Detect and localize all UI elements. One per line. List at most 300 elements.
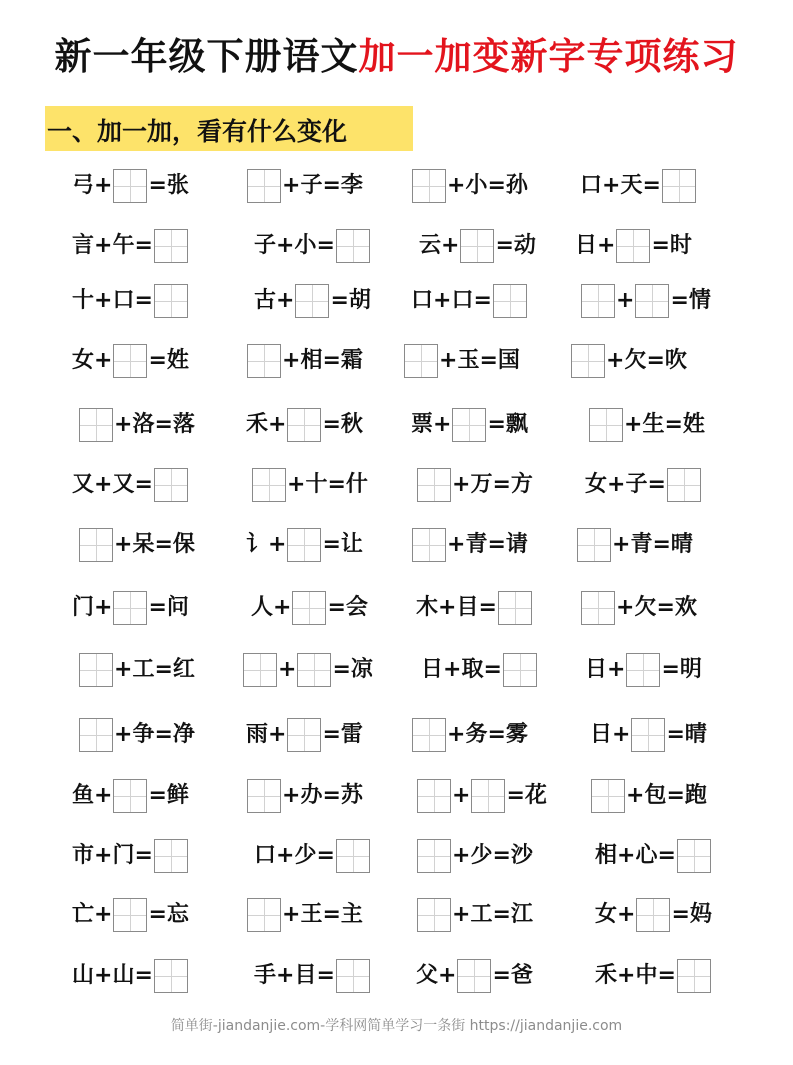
equals-sign: = <box>134 963 153 988</box>
equals-sign: = <box>492 472 511 497</box>
answer-box[interactable] <box>677 839 711 873</box>
answer-box[interactable] <box>677 959 711 993</box>
character: 国 <box>497 348 520 373</box>
character: 小 <box>465 173 488 198</box>
exercise-equation <box>403 343 520 379</box>
answer-box[interactable] <box>113 779 147 813</box>
plus-sign: + <box>447 722 466 747</box>
exercise-equation <box>254 838 371 874</box>
equals-sign: = <box>642 173 661 198</box>
plus-sign: + <box>94 963 113 988</box>
exercise-equation <box>242 652 373 688</box>
character: 心 <box>635 843 658 868</box>
equals-sign: = <box>148 902 167 927</box>
character: 子 <box>625 472 648 497</box>
character: 云 <box>419 233 442 258</box>
exercise-equation <box>251 467 368 503</box>
answer-box[interactable] <box>79 408 113 442</box>
answer-box[interactable] <box>247 779 281 813</box>
character: 呆 <box>132 532 155 557</box>
answer-box[interactable] <box>631 718 665 752</box>
exercise-equation <box>575 228 692 264</box>
exercise-equation <box>411 283 528 319</box>
plus-sign: + <box>452 902 471 927</box>
plus-sign: + <box>268 722 287 747</box>
equals-sign: = <box>657 843 676 868</box>
plus-sign: + <box>617 963 636 988</box>
exercise-row <box>0 717 793 753</box>
answer-box[interactable] <box>79 653 113 687</box>
answer-box[interactable] <box>247 898 281 932</box>
plus-sign: + <box>94 783 113 808</box>
exercise-equation <box>72 283 189 319</box>
character: 山 <box>72 963 95 988</box>
character: 苏 <box>340 783 363 808</box>
plus-sign: + <box>443 657 462 682</box>
exercise-equation <box>416 838 533 874</box>
character: 争 <box>132 722 155 747</box>
equals-sign: = <box>492 843 511 868</box>
answer-box[interactable] <box>460 229 494 263</box>
plus-sign: + <box>94 595 113 620</box>
character: 门 <box>112 843 135 868</box>
exercise-equation <box>72 778 189 814</box>
character: 又 <box>72 472 95 497</box>
equals-sign: = <box>134 233 153 258</box>
answer-box[interactable] <box>493 284 527 318</box>
character: 口 <box>112 288 135 313</box>
equals-sign: = <box>647 472 666 497</box>
character: 爸 <box>510 963 533 988</box>
exercise-equation <box>72 897 189 933</box>
equals-sign: = <box>666 722 685 747</box>
equals-sign: = <box>148 595 167 620</box>
character: 鲜 <box>166 783 189 808</box>
answer-box[interactable] <box>503 653 537 687</box>
equals-sign: = <box>657 963 676 988</box>
character: 相 <box>300 348 323 373</box>
exercise-equation <box>416 778 547 814</box>
exercise-row <box>0 527 793 563</box>
answer-box[interactable] <box>287 408 321 442</box>
character: 午 <box>112 233 135 258</box>
answer-box[interactable] <box>287 718 321 752</box>
answer-box[interactable] <box>417 468 451 502</box>
plus-sign: + <box>114 532 133 557</box>
plus-sign: + <box>268 532 287 557</box>
plus-sign: + <box>282 348 301 373</box>
equals-sign: = <box>506 783 525 808</box>
answer-box[interactable] <box>412 528 446 562</box>
exercise-row <box>0 652 793 688</box>
character: 目 <box>456 595 479 620</box>
exercise-row <box>0 343 793 379</box>
character: 木 <box>416 595 439 620</box>
exercise-equation <box>72 343 189 379</box>
answer-box[interactable] <box>412 718 446 752</box>
exercise-row <box>0 958 793 994</box>
answer-box[interactable] <box>113 169 147 203</box>
character: 目 <box>294 963 317 988</box>
plus-sign: + <box>438 595 457 620</box>
equals-sign: = <box>492 963 511 988</box>
answer-box[interactable] <box>113 591 147 625</box>
character: 姓 <box>682 412 705 437</box>
section-heading: 一、加一加，看有什么变化 <box>47 117 348 146</box>
answer-box[interactable] <box>79 718 113 752</box>
character: 吹 <box>664 348 687 373</box>
answer-box[interactable] <box>243 653 277 687</box>
plus-sign: + <box>94 288 113 313</box>
character: 禾 <box>246 412 269 437</box>
plus-sign: + <box>94 843 113 868</box>
character: 胡 <box>348 288 371 313</box>
character: 主 <box>340 902 363 927</box>
exercise-equation <box>254 283 371 319</box>
plus-sign: + <box>447 173 466 198</box>
exercise-equation <box>590 717 707 753</box>
character: 江 <box>510 902 533 927</box>
character: 李 <box>340 173 363 198</box>
equals-sign: = <box>148 173 167 198</box>
plus-sign: + <box>114 412 133 437</box>
equals-sign: = <box>134 843 153 868</box>
character: 工 <box>132 657 155 682</box>
exercise-equation <box>595 897 712 933</box>
exercise-equation <box>254 228 371 264</box>
answer-box[interactable] <box>336 229 370 263</box>
character: 包 <box>644 783 667 808</box>
exercise-equation <box>246 407 363 443</box>
plus-sign: + <box>441 233 460 258</box>
character: 方 <box>510 472 533 497</box>
equals-sign: = <box>148 783 167 808</box>
character: 父 <box>416 963 439 988</box>
exercise-equation <box>72 168 189 204</box>
character: 张 <box>166 173 189 198</box>
character: 女 <box>72 348 95 373</box>
plus-sign: + <box>94 348 113 373</box>
exercise-equation <box>78 527 195 563</box>
plus-sign: + <box>276 843 295 868</box>
character: 少 <box>294 843 317 868</box>
exercise-equation <box>580 283 711 319</box>
answer-box[interactable] <box>154 468 188 502</box>
equals-sign: = <box>322 173 341 198</box>
equals-sign: = <box>492 902 511 927</box>
exercise-equation <box>246 717 363 753</box>
character: 办 <box>300 783 323 808</box>
exercise-equation <box>570 343 687 379</box>
character: 天 <box>620 173 643 198</box>
answer-box[interactable] <box>247 169 281 203</box>
plus-sign: + <box>626 783 645 808</box>
character: 晴 <box>684 722 707 747</box>
plus-sign: + <box>282 173 301 198</box>
answer-box[interactable] <box>581 284 615 318</box>
answer-box[interactable] <box>292 591 326 625</box>
exercise-equation <box>72 228 189 264</box>
equals-sign: = <box>148 348 167 373</box>
answer-box[interactable] <box>295 284 329 318</box>
character: 鱼 <box>72 783 95 808</box>
equals-sign: = <box>322 783 341 808</box>
plus-sign: + <box>617 902 636 927</box>
equals-sign: = <box>652 532 671 557</box>
plus-sign: + <box>447 532 466 557</box>
plus-sign: + <box>602 173 621 198</box>
exercise-equation <box>251 590 368 626</box>
exercise-equation <box>246 343 363 379</box>
character: 手 <box>254 963 277 988</box>
answer-box[interactable] <box>79 528 113 562</box>
character: 雷 <box>340 722 363 747</box>
exercise-equation <box>254 958 371 994</box>
equals-sign: = <box>322 412 341 437</box>
character: 洛 <box>132 412 155 437</box>
footer-watermark: 简单街-jiandanjie.com-学科网简单学习一条街 https://jiandanjie.com <box>170 1018 623 1034</box>
answer-box[interactable] <box>404 344 438 378</box>
answer-box[interactable] <box>662 169 696 203</box>
character: 青 <box>630 532 653 557</box>
character: 动 <box>513 233 536 258</box>
exercise-equation <box>416 897 533 933</box>
answer-box[interactable] <box>457 959 491 993</box>
plus-sign: + <box>616 288 635 313</box>
answer-box[interactable] <box>577 528 611 562</box>
exercise-equation <box>585 467 702 503</box>
equals-sign: = <box>656 595 675 620</box>
equals-sign: = <box>316 963 335 988</box>
answer-box[interactable] <box>667 468 701 502</box>
plus-sign: + <box>94 173 113 198</box>
answer-box[interactable] <box>589 408 623 442</box>
character: 口 <box>580 173 603 198</box>
answer-box[interactable] <box>154 839 188 873</box>
exercise-row <box>0 778 793 814</box>
exercise-equation <box>416 958 533 994</box>
plus-sign: + <box>268 412 287 437</box>
character: 生 <box>642 412 665 437</box>
exercise-equation <box>585 652 702 688</box>
plus-sign: + <box>282 783 301 808</box>
character: 取 <box>461 657 484 682</box>
exercise-equation <box>246 778 363 814</box>
character: 姓 <box>166 348 189 373</box>
plus-sign: + <box>452 472 471 497</box>
character: 十 <box>72 288 95 313</box>
answer-box[interactable] <box>154 229 188 263</box>
equals-sign: = <box>671 902 690 927</box>
character: 日 <box>575 233 598 258</box>
plus-sign: + <box>433 288 452 313</box>
character: 问 <box>166 595 189 620</box>
answer-box[interactable] <box>616 229 650 263</box>
answer-box[interactable] <box>635 284 669 318</box>
character: 孙 <box>505 173 528 198</box>
answer-box[interactable] <box>452 408 486 442</box>
character: 口 <box>411 288 434 313</box>
answer-box[interactable] <box>591 779 625 813</box>
answer-box[interactable] <box>247 344 281 378</box>
answer-box[interactable] <box>626 653 660 687</box>
exercise-equation <box>72 958 189 994</box>
character: 时 <box>669 233 692 258</box>
title-part-red: 加一加变新字专项练习 <box>358 35 739 78</box>
answer-box[interactable] <box>417 839 451 873</box>
plus-sign: + <box>607 472 626 497</box>
exercise-equation <box>411 168 528 204</box>
answer-box[interactable] <box>336 959 370 993</box>
character: 古 <box>254 288 277 313</box>
character: 玉 <box>457 348 480 373</box>
answer-box[interactable] <box>154 284 188 318</box>
character: 霜 <box>340 348 363 373</box>
exercise-equation <box>72 590 189 626</box>
character: 人 <box>251 595 274 620</box>
plus-sign: + <box>439 348 458 373</box>
exercise-equation <box>580 168 697 204</box>
exercise-equation <box>246 168 363 204</box>
equals-sign: = <box>487 532 506 557</box>
character: 跑 <box>684 783 707 808</box>
answer-box[interactable] <box>498 591 532 625</box>
character: 红 <box>172 657 195 682</box>
equals-sign: = <box>495 233 514 258</box>
exercise-equation <box>576 527 693 563</box>
plus-sign: + <box>433 412 452 437</box>
character: 市 <box>72 843 95 868</box>
exercise-equation <box>78 407 195 443</box>
exercise-equation <box>421 652 538 688</box>
plus-sign: + <box>276 288 295 313</box>
character: 禾 <box>595 963 618 988</box>
equals-sign: = <box>134 288 153 313</box>
character: 亡 <box>72 902 95 927</box>
exercise-row <box>0 168 793 204</box>
plus-sign: + <box>114 722 133 747</box>
character: 言 <box>72 233 95 258</box>
character: 落 <box>172 412 195 437</box>
equals-sign: = <box>154 412 173 437</box>
character: 少 <box>470 843 493 868</box>
character: 欠 <box>624 348 647 373</box>
equals-sign: = <box>487 412 506 437</box>
equals-sign: = <box>327 595 346 620</box>
exercise-equation <box>72 838 189 874</box>
answer-box[interactable] <box>336 839 370 873</box>
plus-sign: + <box>452 783 471 808</box>
character: 凉 <box>350 657 373 682</box>
answer-box[interactable] <box>287 528 321 562</box>
exercise-equation <box>78 717 195 753</box>
character: 工 <box>470 902 493 927</box>
exercise-equation <box>595 838 712 874</box>
equals-sign: = <box>322 722 341 747</box>
exercise-equation <box>419 228 536 264</box>
equals-sign: = <box>479 348 498 373</box>
character: 净 <box>172 722 195 747</box>
exercise-row <box>0 283 793 319</box>
plus-sign: + <box>114 657 133 682</box>
answer-box[interactable] <box>113 898 147 932</box>
equals-sign: = <box>646 348 665 373</box>
character: 妈 <box>689 902 712 927</box>
equals-sign: = <box>332 657 351 682</box>
character: 山 <box>112 963 135 988</box>
plus-sign: + <box>282 902 301 927</box>
exercise-equation <box>595 958 712 994</box>
answer-box[interactable] <box>417 898 451 932</box>
equals-sign: = <box>330 288 349 313</box>
exercise-row <box>0 228 793 264</box>
plus-sign: + <box>276 963 295 988</box>
equals-sign: = <box>666 783 685 808</box>
character: 务 <box>465 722 488 747</box>
exercise-row <box>0 590 793 626</box>
exercise-row <box>0 838 793 874</box>
equals-sign: = <box>322 902 341 927</box>
character: 情 <box>688 288 711 313</box>
character: 雨 <box>246 722 269 747</box>
equals-sign: = <box>670 288 689 313</box>
character: 子 <box>254 233 277 258</box>
answer-box[interactable] <box>297 653 331 687</box>
exercise-equation <box>590 778 707 814</box>
answer-box[interactable] <box>417 779 451 813</box>
character: 沙 <box>510 843 533 868</box>
equals-sign: = <box>154 657 173 682</box>
plus-sign: + <box>94 233 113 258</box>
plus-sign: + <box>94 472 113 497</box>
equals-sign: = <box>661 657 680 682</box>
plus-sign: + <box>612 722 631 747</box>
answer-box[interactable] <box>113 344 147 378</box>
exercise-equation <box>72 467 189 503</box>
exercise-equation <box>411 407 528 443</box>
character: 请 <box>505 532 528 557</box>
answer-box[interactable] <box>154 959 188 993</box>
equals-sign: = <box>322 348 341 373</box>
character: 保 <box>172 532 195 557</box>
equals-sign: = <box>134 472 153 497</box>
character: 相 <box>595 843 618 868</box>
equals-sign: = <box>487 173 506 198</box>
title-part-black: 新一年级下册语文 <box>54 35 359 78</box>
character: 飘 <box>505 412 528 437</box>
answer-box[interactable] <box>581 591 615 625</box>
plus-sign: + <box>597 233 616 258</box>
exercise-equation <box>78 652 195 688</box>
answer-box[interactable] <box>252 468 286 502</box>
exercise-equation <box>580 590 697 626</box>
character: 忘 <box>166 902 189 927</box>
plus-sign: + <box>452 843 471 868</box>
answer-box[interactable] <box>412 169 446 203</box>
answer-box[interactable] <box>636 898 670 932</box>
equals-sign: = <box>473 288 492 313</box>
plus-sign: + <box>616 595 635 620</box>
character: 日 <box>585 657 608 682</box>
answer-box[interactable] <box>471 779 505 813</box>
character: 又 <box>112 472 135 497</box>
answer-box[interactable] <box>571 344 605 378</box>
character: 中 <box>635 963 658 988</box>
plus-sign: + <box>273 595 292 620</box>
equals-sign: = <box>154 722 173 747</box>
equals-sign: = <box>154 532 173 557</box>
character: 票 <box>411 412 434 437</box>
